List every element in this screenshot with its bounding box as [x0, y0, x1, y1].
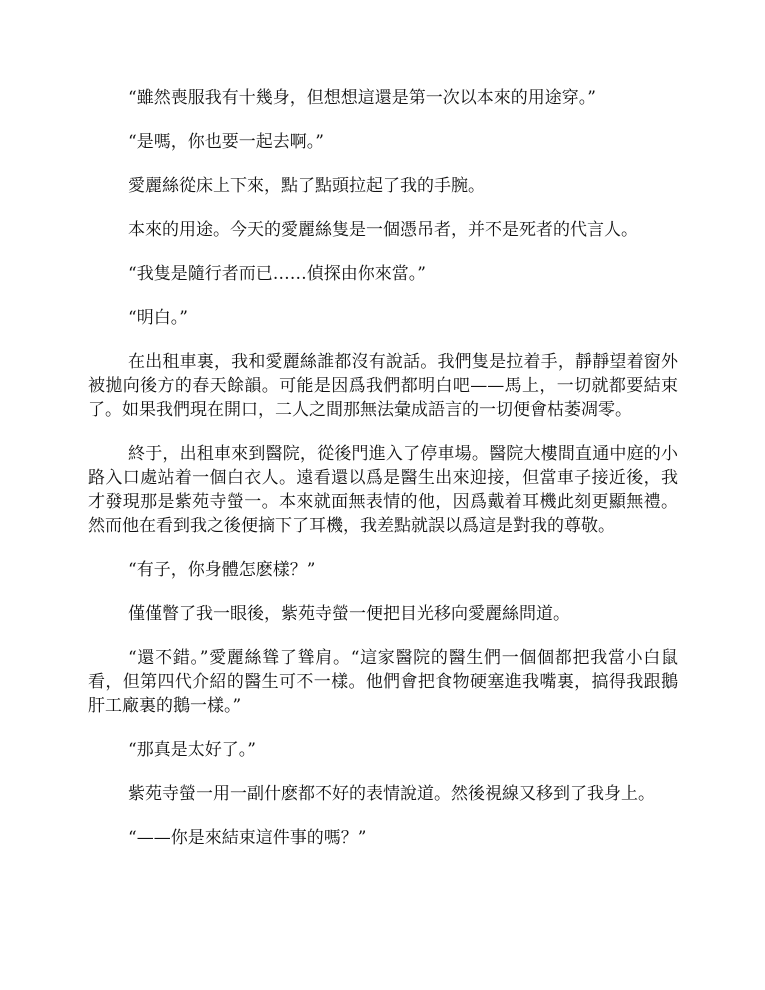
paragraph: 終于，出租車來到醫院，從後門進入了停車場。醫院大樓間直通中庭的小路入口處站着一個白衣人。遠看還以爲是醫生出來迎接，但當車子接近後，我才發現那是紫苑寺螢一。本來就面無表情的他，因爲戴着耳機此刻更顯無禮。然而他在看到我之後便摘下了耳機，我差點就誤以爲這是對我的尊敬。 — [88, 444, 678, 536]
paragraph: “——你是來結束這件事的嗎？” — [128, 828, 367, 848]
paragraph: 紫苑寺螢一用一副什麽都不好的表情說道。然後視線又移到了我身上。 — [128, 784, 655, 804]
document-page — [88, 86, 678, 870]
paragraph: “明白。” — [128, 308, 188, 328]
paragraph: “那真是太好了。” — [128, 740, 256, 760]
paragraph: “是嗎，你也要一起去啊。” — [128, 132, 324, 152]
paragraph: 本來的用途。今天的愛麗絲隻是一個憑吊者，并不是死者的代言人。 — [128, 220, 638, 240]
paragraph: “雖然喪服我有十幾身，但想想這還是第一次以本來的用途穿。” — [128, 88, 596, 108]
paragraph: 在出租車裏，我和愛麗絲誰都沒有說話。我們隻是拉着手，靜靜望着窗外被拋向後方的春天餘韻。可能是因爲我們都明白吧——馬上，一切就都要結束了。如果我們現在開口，二人之間那無法彙成語言的一切便會枯萎凋零。 — [88, 352, 678, 420]
paragraph: “有子，你身體怎麽樣？” — [128, 560, 316, 580]
paragraph: 僅僅瞥了我一眼後，紫苑寺螢一便把目光移向愛麗絲問道。 — [128, 604, 570, 624]
paragraph: “還不錯。”愛麗絲聳了聳肩。“這家醫院的醫生們一個個都把我當小白鼠看，但第四代介紹的醫生可不一樣。他們會把食物硬塞進我嘴裏，搞得我跟鵝肝工廠裏的鵝一樣。” — [88, 648, 678, 716]
paragraph: “我隻是隨行者而已……偵探由你來當。” — [128, 264, 426, 284]
paragraph: 愛麗絲從床上下來，點了點頭拉起了我的手腕。 — [128, 176, 485, 196]
